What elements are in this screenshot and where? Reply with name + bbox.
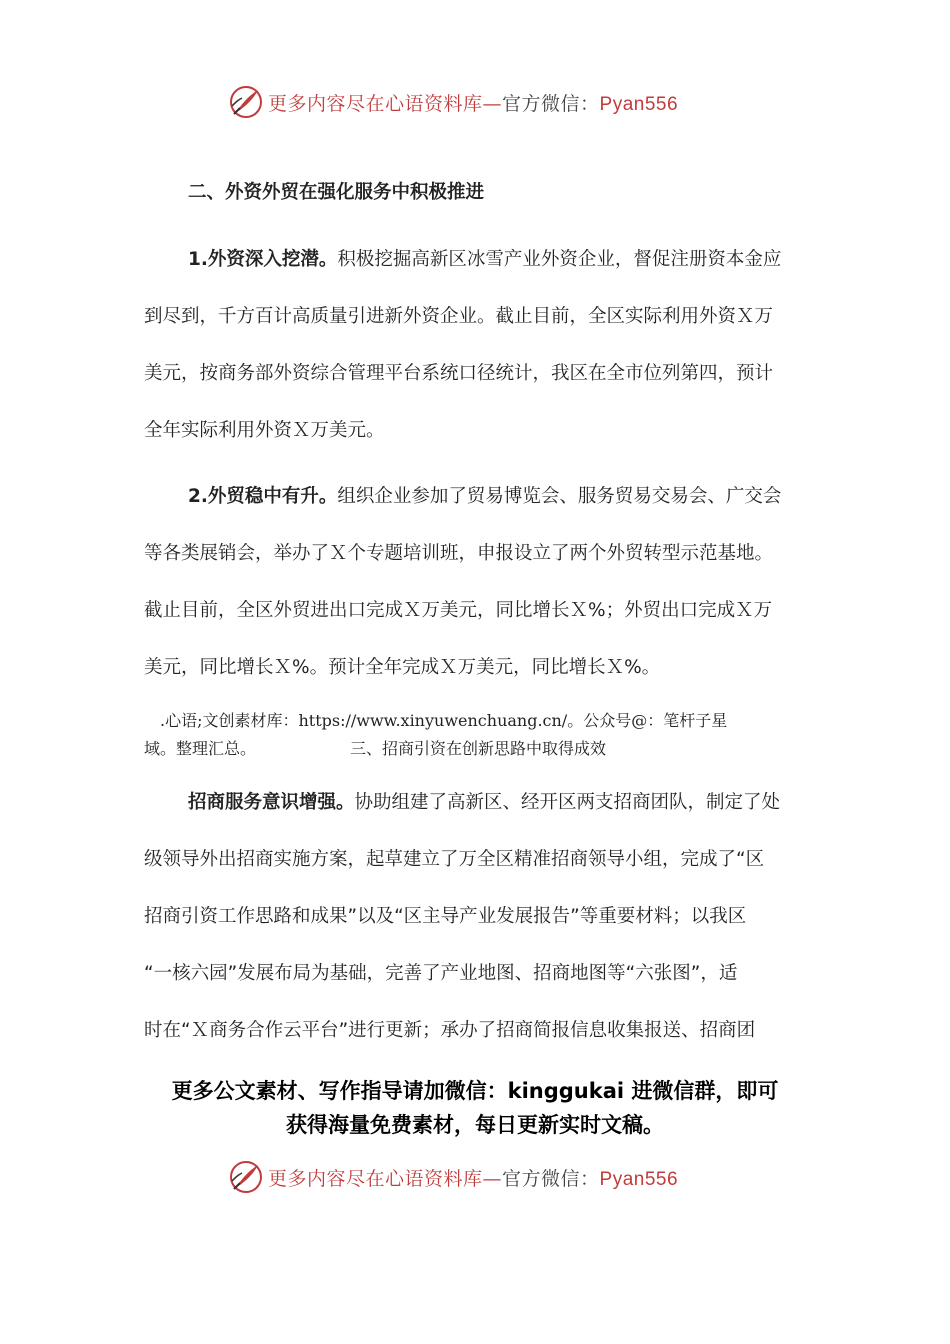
para2-line1: 2.外贸稳中有升。组织企业参加了贸易博览会、服务贸易交易会、广交会: [188, 486, 782, 507]
promo-line1: 更多公文素材、写作指导请加微信：kinggukai 进微信群，即可: [171, 1079, 779, 1103]
section-heading: 二、外资外贸在强化服务中积极推进: [188, 182, 485, 203]
para3-line1: 招商服务意识增强。协助组建了高新区、经开区两支招商团队，制定了处: [188, 792, 781, 813]
header-banner-text: 更多内容尽在心语资料库—官方微信：Pyan556: [268, 92, 679, 115]
para2-line2: 等各类展销会，举办了Ｘ个专题培训班，申报设立了两个外贸转型示范基地。: [144, 543, 774, 564]
promo-line2: 获得海量免费素材，每日更新实时文稿。: [286, 1113, 664, 1137]
source-note-line2: 域。整理汇总。 三、招商引资在创新思路中取得成效: [144, 739, 607, 758]
source-note-line1: .心语;文创素材库：https://www.xinyuwenchuang.cn/。公众号@：笔杆子星: [160, 711, 728, 730]
footer-banner-text: 更多内容尽在心语资料库—官方微信：Pyan556: [268, 1167, 679, 1190]
para1-line1: 1.外资深入挖潜。积极挖掘高新区冰雪产业外资企业，督促注册资本金应: [188, 249, 782, 270]
quill-logo-icon: [228, 84, 264, 120]
quill-logo-icon: [228, 1159, 264, 1195]
para1-line4: 全年实际利用外资Ｘ万美元。: [144, 420, 385, 441]
para3-line4: “一核六园”发展布局为基础，完善了产业地图、招商地图等“六张图”，适: [144, 963, 738, 984]
para3-line5: 时在“Ｘ商务合作云平台”进行更新；承办了招商简报信息收集报送、招商团: [144, 1020, 756, 1041]
header-banner: [0, 80, 950, 124]
para3-line2: 级领导外出招商实施方案，起草建立了万全区精准招商领导小组，完成了“区: [144, 849, 765, 870]
para1-line2: 到尽到，千方百计高质量引进新外资企业。截止目前，全区实际利用外资Ｘ万: [144, 306, 774, 327]
section-heading-3: 三、招商引资在创新思路中取得成效: [350, 739, 607, 758]
para2-line3: 截止目前，全区外贸进出口完成Ｘ万美元，同比增长Ｘ%；外贸出口完成Ｘ万: [144, 600, 773, 621]
footer-banner: [0, 1155, 950, 1199]
para3-line3: 招商引资工作思路和成果”以及“区主导产业发展报告”等重要材料；以我区: [144, 906, 747, 927]
para2-line4: 美元，同比增长Ｘ%。预计全年完成Ｘ万美元，同比增长Ｘ%。: [144, 657, 661, 678]
para1-line3: 美元，按商务部外资综合管理平台系统口径统计，我区在全市位列第四，预计: [144, 363, 774, 384]
